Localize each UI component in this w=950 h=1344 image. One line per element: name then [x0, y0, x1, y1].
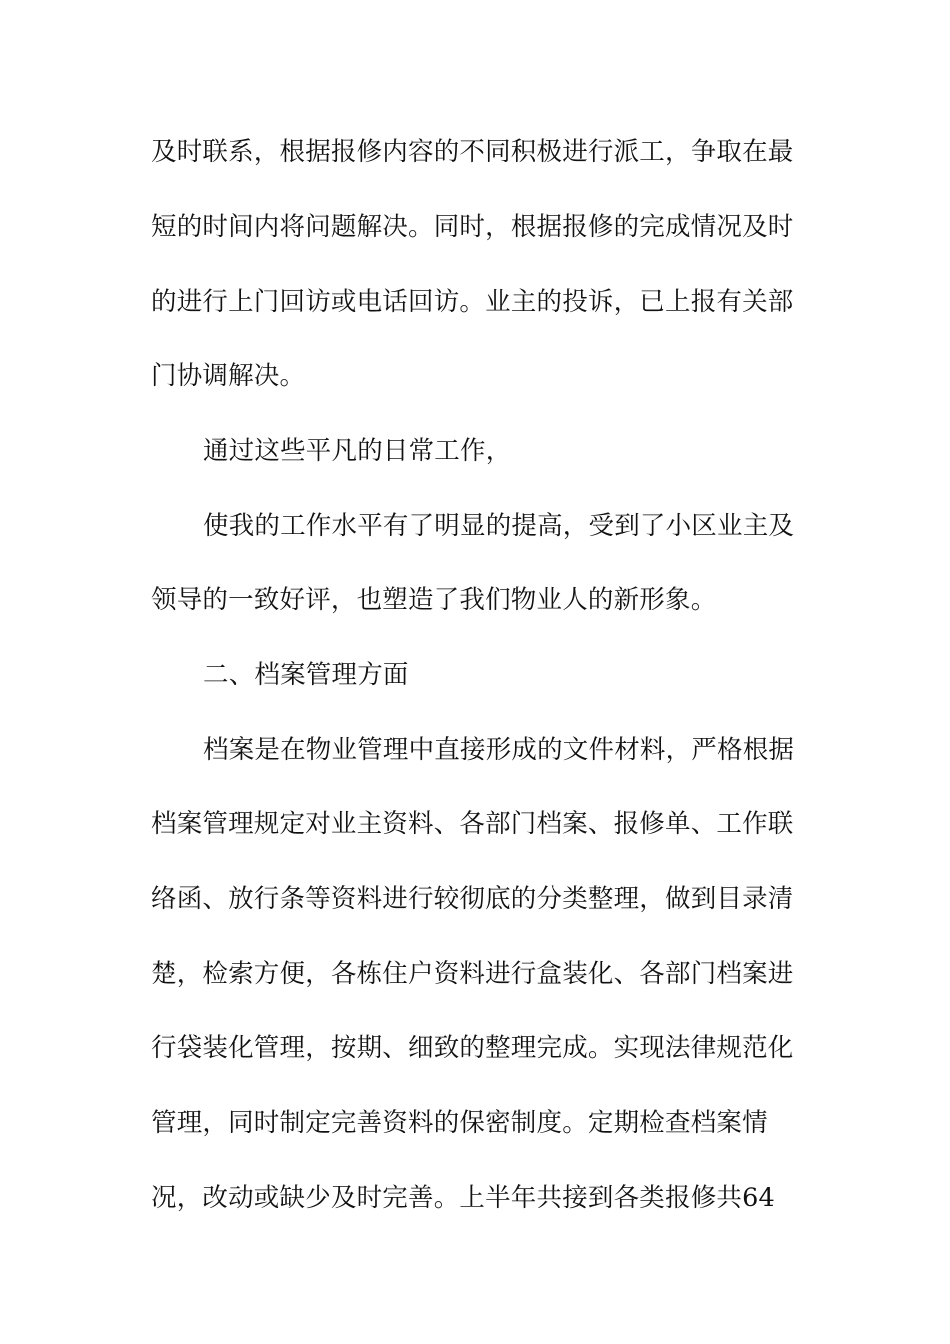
text-line: 档案管理规定对业主资料、各部门档案、报修单、工作联: [151, 809, 794, 839]
text-line: 楚，检索方便，各栋住户资料进行盒装化、各部门档案进: [151, 959, 794, 989]
text-line: 通过这些平凡的日常工作，: [203, 436, 512, 466]
text-line: 领导的一致好评，也塑造了我们物业人的新形象。: [151, 585, 717, 615]
text-line: 短的时间内将问题解决。同时，根据报修的完成情况及时: [151, 212, 794, 242]
text-line: 行袋装化管理，按期、细致的整理完成。实现法律规范化: [151, 1033, 794, 1063]
text-line: 使我的工作水平有了明显的提高，受到了小区业主及: [203, 511, 795, 541]
text-line: 的进行上门回访或电话回访。业主的投诉，已上报有关部: [151, 287, 794, 317]
text-line: 管理，同时制定完善资料的保密制度。定期检查档案情: [151, 1108, 768, 1138]
text-line: 及时联系，根据报修内容的不同积极进行派工，争取在最: [151, 137, 794, 167]
text-line: 档案是在物业管理中直接形成的文件材料，严格根据: [203, 735, 795, 765]
section-heading: 二、档案管理方面: [203, 660, 409, 690]
text-line: 况，改动或缺少及时完善。上半年共接到各类报修共64: [151, 1183, 775, 1213]
text-line: 门协调解决。: [151, 361, 306, 391]
text-line: 络函、放行条等资料进行较彻底的分类整理，做到目录清: [151, 884, 794, 914]
